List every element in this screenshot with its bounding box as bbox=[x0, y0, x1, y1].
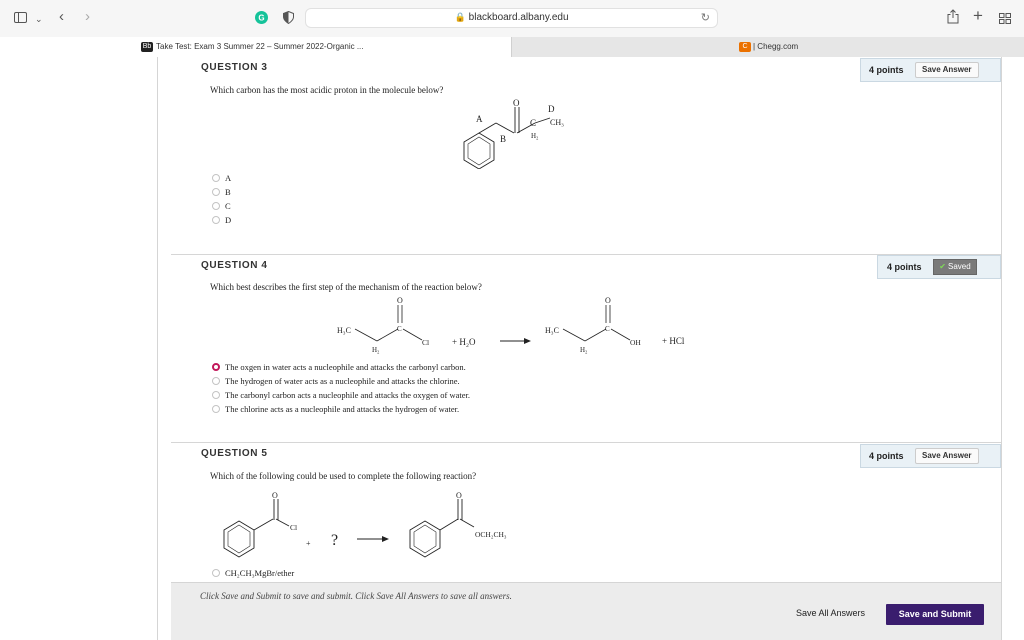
hcl-label: + HCl bbox=[662, 336, 685, 346]
answer-option[interactable] bbox=[212, 215, 231, 226]
saved-label: Saved bbox=[948, 262, 971, 271]
radio-button[interactable] bbox=[212, 405, 220, 413]
radio-button[interactable] bbox=[212, 202, 220, 210]
carbon-label-b: B bbox=[500, 134, 507, 144]
reaction-q5 bbox=[218, 489, 528, 565]
ch2-h2-label: H₂ bbox=[531, 132, 539, 140]
carbonyl-carbon-label: C bbox=[397, 325, 402, 333]
points-box bbox=[860, 58, 1001, 82]
chevron-down-icon[interactable]: ⌄ bbox=[35, 14, 43, 24]
tab-bar bbox=[0, 37, 1024, 57]
option-label: The carbonyl carbon acts a nucleophile and attacks the oxygen of water. bbox=[225, 390, 470, 400]
radio-button[interactable] bbox=[212, 188, 220, 196]
points-label: 4 points bbox=[869, 65, 904, 75]
oxygen-label: O bbox=[513, 98, 520, 108]
browser-toolbar bbox=[0, 0, 1024, 37]
oxygen-label: O bbox=[272, 491, 278, 500]
ethoxy-label: OCH₂CH₃ bbox=[475, 530, 507, 539]
points-box bbox=[877, 255, 1001, 279]
lock-icon: 🔒 bbox=[454, 12, 466, 22]
option-label: The chlorine acts as a nucleophile and attacks the hydrogen of water. bbox=[225, 404, 460, 414]
reload-icon[interactable]: ↻ bbox=[700, 12, 710, 24]
answer-option[interactable] bbox=[212, 362, 466, 373]
footer-instruction: Click Save and Submit to save and submit. Click Save All Answers to save all answers. bbox=[200, 591, 512, 601]
water-label: + H₂O bbox=[452, 337, 476, 347]
radio-button[interactable] bbox=[212, 216, 220, 224]
points-box bbox=[860, 444, 1001, 468]
save-and-submit-button[interactable]: Save and Submit bbox=[886, 604, 984, 625]
tab-title: | Chegg.com bbox=[753, 42, 799, 51]
option-label: CH₂CH₃MgBr/ether bbox=[225, 568, 295, 578]
radio-button[interactable] bbox=[212, 391, 220, 399]
oxygen-label: O bbox=[605, 296, 611, 305]
submit-footer bbox=[171, 582, 1001, 640]
question-title: QUESTION 3 bbox=[201, 62, 268, 73]
answer-option[interactable] bbox=[212, 173, 231, 184]
save-answer-button[interactable]: Save Answer bbox=[915, 448, 979, 464]
answer-option[interactable] bbox=[212, 201, 231, 212]
ch2-h2-label: H₂ bbox=[580, 346, 588, 354]
tab-title: Take Test: Exam 3 Summer 22 – Summer 2022-Organic ... bbox=[156, 42, 364, 51]
test-page bbox=[0, 57, 1024, 640]
answer-option[interactable] bbox=[212, 390, 470, 401]
oxygen-label: O bbox=[456, 491, 462, 500]
save-answer-button[interactable]: Save Answer bbox=[915, 62, 979, 78]
answer-option[interactable] bbox=[212, 404, 459, 415]
chlorine-label: Cl bbox=[422, 338, 430, 347]
carbon-label-c: C bbox=[530, 118, 537, 128]
methyl-label: H₃C bbox=[545, 326, 559, 335]
tab-chegg[interactable] bbox=[511, 37, 1024, 57]
question-text: Which carbon has the most acidic proton in the molecule below? bbox=[210, 85, 444, 95]
chlorine-label: Cl bbox=[290, 523, 298, 532]
share-icon[interactable] bbox=[947, 9, 959, 26]
question-text: Which best describes the first step of the mechanism of the reaction below? bbox=[210, 282, 482, 292]
answer-option[interactable] bbox=[212, 568, 294, 579]
reaction-q4 bbox=[335, 293, 705, 363]
save-all-answers-button[interactable]: Save All Answers bbox=[796, 608, 866, 618]
question-title: QUESTION 5 bbox=[201, 448, 268, 459]
radio-button-selected[interactable] bbox=[212, 363, 220, 371]
grammarly-extension-icon[interactable] bbox=[255, 11, 268, 26]
ch2-h2-label: H₂ bbox=[372, 346, 380, 354]
answer-option[interactable] bbox=[212, 187, 231, 198]
option-label: A bbox=[225, 173, 232, 183]
option-label: The hydrogen of water acts as a nucleophile and attacks the chlorine. bbox=[225, 376, 460, 386]
forward-icon[interactable]: › bbox=[85, 8, 90, 25]
question-text: Which of the following could be used to complete the following reaction? bbox=[210, 471, 477, 481]
svg-text:G: G bbox=[258, 13, 265, 23]
points-label: 4 points bbox=[869, 451, 904, 461]
unknown-reagent-label: ? bbox=[331, 532, 339, 549]
option-label: B bbox=[225, 187, 231, 197]
blackboard-favicon-icon: Bb bbox=[142, 43, 152, 50]
sidebar-toggle-icon[interactable] bbox=[14, 11, 27, 25]
carbon-label-a: A bbox=[476, 114, 483, 124]
hydroxyl-label: OH bbox=[630, 338, 641, 347]
methyl-label: CH₃ bbox=[550, 118, 564, 127]
tab-blackboard[interactable] bbox=[0, 37, 511, 57]
tab-overview-icon[interactable] bbox=[999, 12, 1011, 26]
option-label: D bbox=[225, 215, 232, 225]
oxygen-label: O bbox=[397, 296, 403, 305]
content-right-border bbox=[1001, 57, 1002, 640]
points-label: 4 points bbox=[887, 262, 922, 272]
chegg-favicon-icon: C bbox=[739, 42, 751, 52]
option-label: The oxgen in water acts a nucleophile and attacks the carbonyl carbon. bbox=[225, 362, 466, 372]
saved-button[interactable] bbox=[933, 259, 977, 275]
carbonyl-carbon-label: C bbox=[605, 325, 610, 333]
question-title: QUESTION 4 bbox=[201, 260, 268, 271]
address-bar[interactable] bbox=[305, 8, 718, 28]
new-tab-icon[interactable]: + bbox=[973, 6, 983, 25]
back-icon[interactable]: ‹ bbox=[59, 8, 64, 25]
methyl-label: H₃C bbox=[337, 326, 351, 335]
checkmark-icon: ✔ bbox=[939, 262, 946, 271]
content-left-border bbox=[157, 57, 158, 640]
url-text: blackboard.albany.edu bbox=[468, 12, 569, 23]
option-label: C bbox=[225, 201, 231, 211]
radio-button[interactable] bbox=[212, 174, 220, 182]
shield-icon[interactable] bbox=[283, 11, 294, 26]
plus-label: + bbox=[306, 539, 311, 548]
question-separator bbox=[171, 442, 1001, 443]
answer-option[interactable] bbox=[212, 376, 460, 387]
molecule-q3 bbox=[455, 97, 580, 169]
carbon-label-d: D bbox=[548, 104, 555, 114]
radio-button[interactable] bbox=[212, 377, 220, 385]
radio-button[interactable] bbox=[212, 569, 220, 577]
